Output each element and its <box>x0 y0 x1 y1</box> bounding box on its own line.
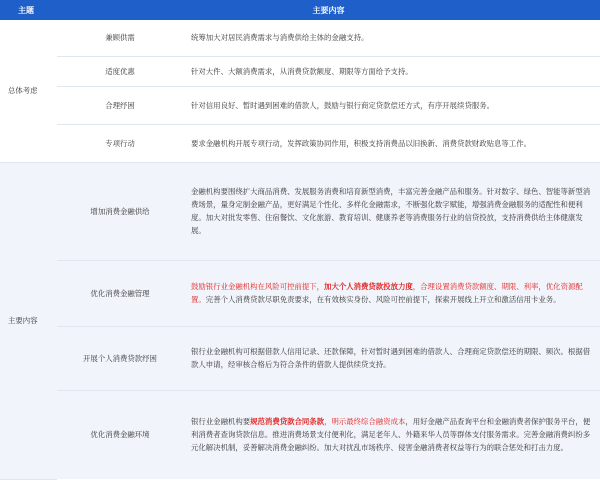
content-text: 金融机构要围绕扩大商品消费、发展服务消费和培育新型消费，丰富完善金融产品和服务。针对数字、绿色、智能等新型消费场景，量身定制金融产品，更好满足个性化、多样化金融需求，不断强化数字赋能，增强消费金融服务的适配性和便利度。加大对批发零售、住宿餐饮、文化旅游、教育培训、健康养老等消费服务行业的信贷投放，支持消费供给主体健康发展。 <box>191 187 591 235</box>
content-cell <box>183 326 600 390</box>
table-row <box>0 162 600 260</box>
subtopic-cell: 开展个人消费贷款纾困 <box>57 326 183 390</box>
header-topic: 主题 <box>0 0 57 20</box>
content-text: 银行业金融机构可根据借款人信用记录、还款保障，针对暂时遇到困难的借款人、合理商定贷款偿还的期限、频次。根据借款人申请，经审核合格后为符合条件的借款人提供续贷支持。 <box>191 347 591 369</box>
header-content: 主要内容 <box>57 0 600 20</box>
table-row <box>0 56 600 86</box>
subtopic-cell: 专项行动 <box>57 124 183 162</box>
content-text-highlight: ，合理设置消费贷款额度、期限、利率，优化资源配置。 <box>191 282 583 304</box>
table-row <box>0 86 600 124</box>
content-text-highlight-bold: 规范消费贷款合同条款 <box>250 417 325 427</box>
subtopic-cell: 兼顾供需 <box>57 20 183 56</box>
table-row <box>0 20 600 56</box>
subtopic-cell: 适度优惠 <box>57 56 183 86</box>
topic-cell-overall: 总体考虑 <box>0 20 57 162</box>
content-text: 银行业金融机构要 <box>191 417 251 427</box>
table-header-row <box>0 0 600 20</box>
table-row <box>0 260 600 326</box>
subtopic-cell: 优化消费金融环境 <box>57 390 183 479</box>
table-row <box>0 390 600 479</box>
subtopic-cell: 合理纾困 <box>57 86 183 124</box>
content-text-highlight: 鼓励银行业金融机构在风险可控前提下， <box>191 282 325 291</box>
content-cell <box>183 56 600 86</box>
content-text: ，用好金融产品查询平台和金融消费者保护服务平台，便利消费者查询贷款信息。推进消费场景支付便利化，满足老年人、外籍来华人员等群体支付服务需求。完善金融消费纠纷多元化解决机制，妥善解决消费金融纠纷。加大对扰乱市场秩序、侵害金融消费者权益等行为的联合惩处和打击力度。 <box>191 417 591 453</box>
content-text-highlight-bold: 加大个人消费贷款投放力度 <box>324 282 413 291</box>
content-text: 要求金融机构开展专项行动，发挥政策协同作用，积极支持消费品以旧换新、消费贷款财政贴息等工作。 <box>191 138 531 148</box>
table-row <box>0 124 600 162</box>
subtopic-cell: 优化消费金融管理 <box>57 260 183 326</box>
subtopic-cell: 增加消费金融供给 <box>57 162 183 260</box>
content-cell <box>183 124 600 162</box>
content-cell <box>183 162 600 260</box>
content-text: 统筹加大对居民消费需求与消费供给主体的金融支持。 <box>191 33 369 43</box>
topic-cell-main: 主要内容 <box>0 162 57 479</box>
content-cell <box>183 260 600 326</box>
content-text: 针对大件、大额消费需求，从消费贷款额度、期限等方面给予支持。 <box>191 66 413 76</box>
content-cell <box>183 86 600 124</box>
content-cell <box>183 20 600 56</box>
content-text: 完善个人消费贷款尽职免责要求，在有效核实身份、风险可控前提下，探索开展线上开立和激活信用卡业务。 <box>205 295 561 304</box>
content-text-highlight: ，明示最终综合融资成本 <box>324 417 406 427</box>
table-row <box>0 326 600 390</box>
content-text: 针对信用良好、暂时遇到困难的借款人，鼓励与银行商定贷款偿还方式，有序开展续贷服务。 <box>191 100 495 110</box>
content-cell <box>183 390 600 479</box>
